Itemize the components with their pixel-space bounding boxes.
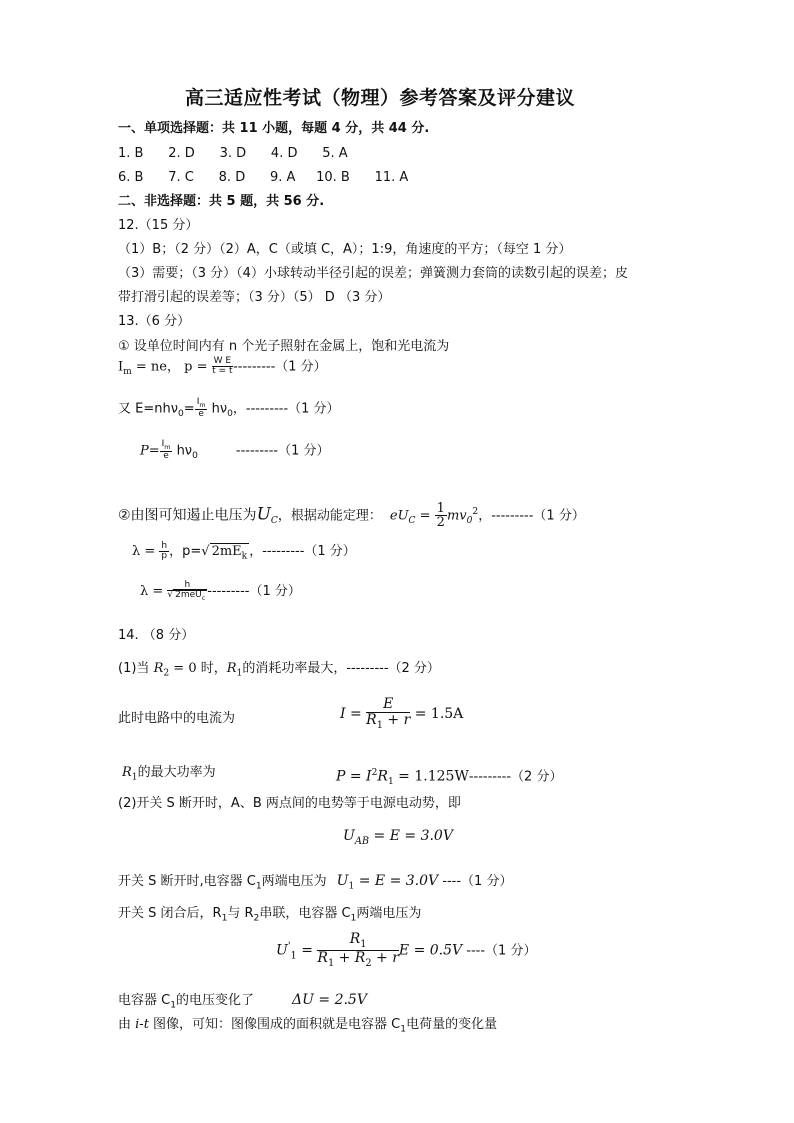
q12-heading: 12.（15 分） xyxy=(118,218,199,233)
q14-line-7: 开关 S 闭合后，$R_1$与 $R_2$串联，电容器 $C_1$两端电压为 xyxy=(118,906,422,924)
q14-line-10: 由 i-t 图像，可知：图像围成的面积就是电容器 $C_1$电荷量的变化量 xyxy=(118,1017,498,1035)
q13-equation-power: P= $\frac{I_m}{e}$ $h\nu_0$ ---------（1 分） xyxy=(140,439,330,462)
q13-equation-wavelength-1: λ = $\frac{h}{p}$ ，p=√ $2mE_k$ ，---------（1 分） xyxy=(132,540,356,562)
q14-heading: 14. （8 分） xyxy=(118,628,195,643)
answers-row-2: 6. B 7. C 8. D 9. A 10. B 11. A xyxy=(118,170,409,185)
q13-equation-energy: 又 E=nhν$_0$= $\frac{I_m}{e}$ $h\nu_0$，---------（1 分） xyxy=(118,397,340,420)
q12-line-1: （1）B；（2 分）（2）A，C（或填 C，A）；1:9，角速度的平方；（每空 1 分） xyxy=(118,242,572,257)
q13-equation-current-momentum: $I_m$ = ne， p = $\frac{\text{W E}}{t = t}$ ---------（1 分） xyxy=(118,356,327,378)
section-multiple-choice-heading: 一、单项选择题：共 11 小题，每题 4 分，共 44 分. xyxy=(118,121,430,136)
section-non-choice-heading: 二、非选择题：共 5 题，共 56 分. xyxy=(118,194,325,209)
q14-line-1: (1)当 $R_2 = 0$ 时，$R_1$的消耗功率最大，---------（2 分） xyxy=(118,661,440,679)
q14-line-9: 电容器 $C_1$的电压变化了 ΔU = 2.5V xyxy=(118,992,367,1011)
q12-line-2: （3）需要；（3 分）（4）小球转动半径引起的误差；弹簧测力套筒的读数引起的误差；皮 xyxy=(118,266,628,281)
q14-line-3-label: $R_1$的最大功率为 xyxy=(122,765,216,783)
q12-line-3: 带打滑引起的误差等；（3 分）（5） D （3 分） xyxy=(118,290,391,305)
q14-line-4: (2)开关 S 断开时，A、B 两点间的电势等于电源电动势，即 xyxy=(118,796,461,811)
q14-equation-u1-prime: $U'_1$ = $\frac{R_1}{R_1 + R_2 + r}$ E = 0.5V ----（1 分） xyxy=(276,931,537,969)
q13-heading: 13.（6 分） xyxy=(118,314,191,329)
q14-line-6: 开关 S 断开时,电容器 $C_1$两端电压为 $U_1 = E = 3.0V$ ----（1 分） xyxy=(118,873,513,892)
q14-equation-uab: $U_{AB} = E = 3.0V$ xyxy=(343,828,453,847)
q13-equation-stopping-voltage: ②由图可知遏止电压为$U_C$，根据动能定理： $eU_C$ = $\frac{1}{2}$ $mv_0^2$，---------（1 分） xyxy=(118,500,585,531)
q14-equation-current: I = $\frac{E}{R_1 + r}$ = 1.5A xyxy=(340,696,464,731)
page-title: 高三适应性考试（物理）参考答案及评分建议 xyxy=(185,87,576,109)
q13-line-1: ① 设单位时间内有 n 个光子照射在金属上，饱和光电流为 xyxy=(118,339,450,354)
answers-row-1: 1. B 2. D 3. D 4. D 5. A xyxy=(118,146,348,161)
q13-equation-wavelength-2: λ = $\frac{h}{√ 2meU_c}$ ---------（1 分） xyxy=(140,579,301,602)
q14-equation-max-power: $P = I^2R_1 = 1.125W---------(2$ 分） xyxy=(336,768,563,787)
q14-line-2-label: 此时电路中的电流为 xyxy=(118,711,236,726)
